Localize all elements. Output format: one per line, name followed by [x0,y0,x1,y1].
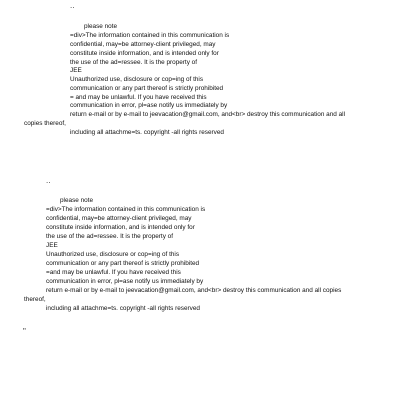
disclaimer-line: =div>The information contained in this communication is [70,32,230,39]
disclaimer-line: copies thereof, [24,120,66,127]
disclaimer-line: communication or any part thereof is strictly prohibited [70,85,224,92]
disclaimer-line: confidential, may=be attorney-client privileged, may [46,215,192,222]
disclaimer-line: the use of the ad=ressee. It is the property of [46,233,174,240]
disclaimer-line: =div>The information contained in this communication is [46,206,206,213]
ellipsis-mark: .. [46,176,51,185]
disclaimer-line: JEE [46,242,58,249]
ellipsis-mark: .. [70,1,75,10]
disclaimer-line: including all attachme=ts. copyright -all rights reserved [46,305,200,312]
disclaimer-line: communication in error, pl=ase notify us immediately by [70,102,228,109]
disclaimer-line: constitute inside information, and is intended only for [46,224,195,231]
end-mark: " [23,327,26,336]
disclaimer-line: = and may be unlawful. If you have received this [70,94,207,101]
disclaimer-line: JEE [70,67,82,74]
disclaimer-line: return e-mail or by e-mail to jeevacation@gmail.com, and<br> destroy this communication and all [70,111,346,118]
disclaimer-line: confidential, may=be attorney-client privileged, may [70,41,216,48]
disclaimer-line: return e-mail or by e-mail to jeevacation@gmail.com, and<br> destroy this communication and all copies [46,287,342,294]
disclaimer-line: the use of the ad=ressee. It is the property of [70,59,198,66]
disclaimer-line: constitute inside information, and is intended only for [70,50,219,57]
disclaimer-line: thereof, [24,296,46,303]
disclaimer-heading: please note [60,197,94,204]
disclaimer-line: =and may be unlawful. If you have received this [46,269,181,276]
disclaimer-line: Unauthorized use, disclosure or cop=ing of this [70,76,204,83]
disclaimer-line: communication or any part thereof is strictly prohibited [46,260,200,267]
disclaimer-line: communication in error, pl=ase notify us immediately by [46,278,204,285]
disclaimer-line: Unauthorized use, disclosure or cop=ing of this [46,251,180,258]
disclaimer-heading: please note [84,23,118,30]
disclaimer-line: including all attachme=ts. copyright -all rights reserved [70,129,224,136]
